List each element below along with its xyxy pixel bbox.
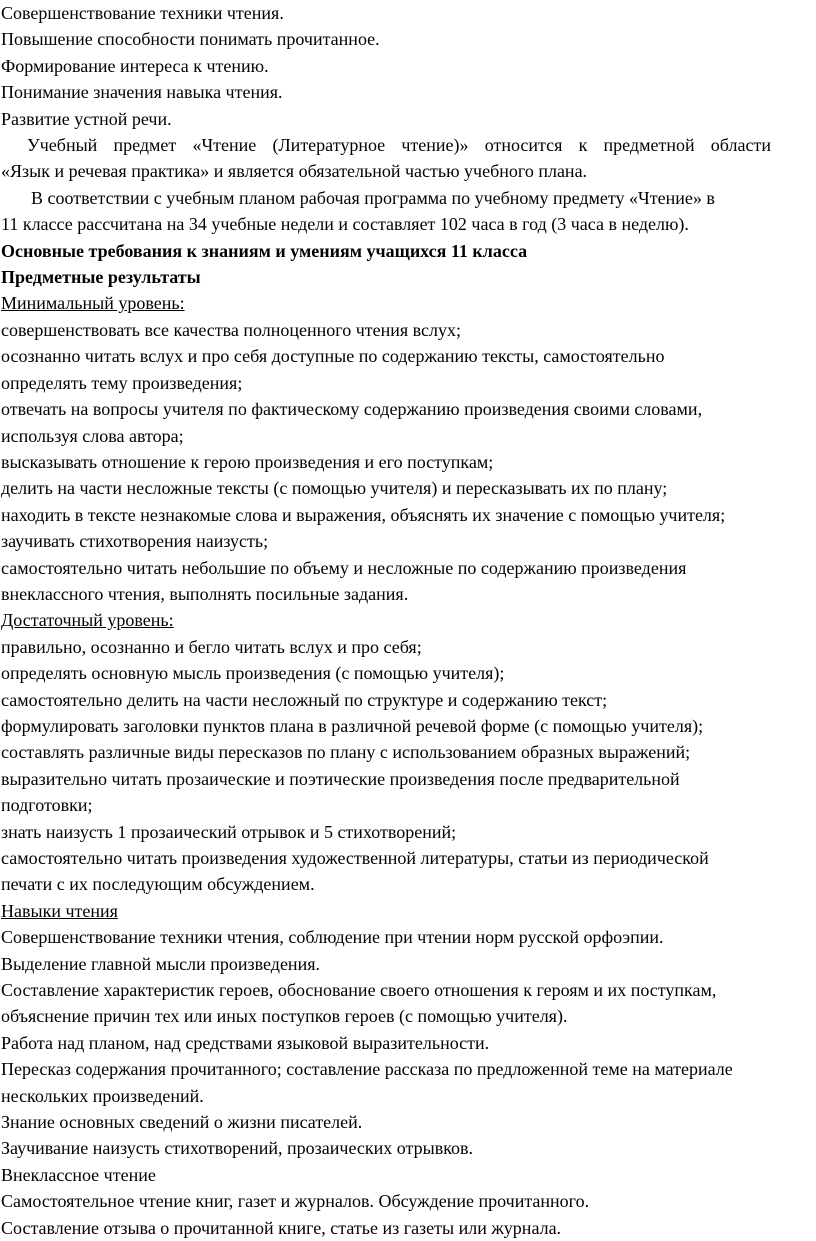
list-item: самостоятельно читать произведения художественной литературы, статьи из периодической xyxy=(1,848,709,868)
list-item: Знание основных сведений о жизни писателей. xyxy=(1,1112,363,1133)
list-item: Заучивание наизусть стихотворений, прозаических отрывков. xyxy=(1,1138,474,1159)
word: чтение)» xyxy=(401,135,469,156)
list-item: отвечать на вопросы учителя по фактическому содержанию произведения своими словами, xyxy=(1,399,703,420)
list-item: определять тему произведения; xyxy=(1,372,243,393)
list-item: самостоятельно читать небольшие по объему и несложные по содержанию произведения xyxy=(1,557,687,578)
word: к xyxy=(578,135,588,156)
list-item: объяснение причин тех или иных поступков героев (с помощью учителя). xyxy=(1,1006,568,1027)
goals-list xyxy=(1,0,816,132)
list-item: Совершенствование техники чтения, соблюдение при чтении норм русской орфоэпии. xyxy=(1,927,664,948)
subject-paragraph-line-1 xyxy=(1,132,771,158)
list-item: заучивать стихотворения наизусть; xyxy=(1,531,269,552)
hours-paragraph xyxy=(1,185,816,238)
minimal-level-title: Минимальный уровень: xyxy=(1,293,185,314)
list-item: Выделение главной мысли произведения. xyxy=(1,953,320,974)
list-item: формулировать заголовки пунктов плана в различной речевой форме (с помощью учителя); xyxy=(1,715,704,736)
list-item: самостоятельно делить на части несложный по структуре и содержанию текст; xyxy=(1,689,608,710)
list-item: внеклассного чтения, выполнять посильные задания. xyxy=(1,583,409,604)
subject-results-heading: Предметные результаты xyxy=(1,267,201,288)
list-item: составлять различные виды пересказов по плану с использованием образных выражений; xyxy=(1,742,691,763)
list-item: Составление отзыва о прочитанной книге, статье из газеты или журнала. xyxy=(1,1217,562,1238)
goal-line: Понимание значения навыка чтения. xyxy=(1,82,283,103)
word: области xyxy=(710,135,771,156)
goal-line: Развитие устной речи. xyxy=(1,108,172,129)
hours-paragraph-line-2: 11 классе рассчитана на 34 учебные недели и составляет 102 часа в год (3 часа в неделю). xyxy=(1,214,689,235)
list-item: определять основную мысль произведения (с помощью учителя); xyxy=(1,663,505,684)
minimal-level-section xyxy=(1,290,816,607)
list-item: делить на части несложные тексты (с помощью учителя) и пересказывать их по плану; xyxy=(1,478,668,499)
list-item: Составление характеристик героев, обоснование своего отношения к героям и их поступкам, xyxy=(1,980,717,1001)
goal-line: Повышение способности понимать прочитанное. xyxy=(1,29,380,50)
extracurricular-title: Внеклассное чтение xyxy=(1,1164,156,1185)
list-item: выразительно читать прозаические и поэтические произведения после предварительной xyxy=(1,768,680,789)
word: Учебный xyxy=(27,135,98,156)
list-item: правильно, осознанно и бегло читать вслух и про себя; xyxy=(1,636,422,657)
list-item: Работа над планом, над средствами языковой выразительности. xyxy=(1,1032,490,1053)
list-item: нескольких произведений. xyxy=(1,1085,204,1106)
hours-paragraph-line-1: В соответствии с учебным планом рабочая программа по учебному предмету «Чтение» в xyxy=(31,187,715,208)
list-item: подготовки; xyxy=(1,795,93,816)
word: «Чтение xyxy=(192,135,257,156)
list-item: осознанно читать вслух и про себя доступные по содержанию тексты, самостоятельно xyxy=(1,346,665,367)
list-item: высказывать отношение к герою произведения и его поступкам; xyxy=(1,451,494,472)
reading-skills-title: Навыки чтения xyxy=(1,900,118,921)
list-item: печати с их последующим обсуждением. xyxy=(1,874,315,895)
list-item: находить в тексте незнакомые слова и выражения, объяснять их значение с помощью учителя; xyxy=(1,504,726,525)
list-item: Пересказ содержания прочитанного; составление рассказа по предложенной теме на материале xyxy=(1,1059,733,1080)
reading-skills-section xyxy=(1,898,816,1162)
list-item: Самостоятельное чтение книг, газет и журналов. Обсуждение прочитанного. xyxy=(1,1191,590,1212)
subject-paragraph-line-2: «Язык и речевая практика» и является обязательной частью учебного плана. xyxy=(1,161,588,182)
word: предмет xyxy=(113,135,177,156)
list-item: совершенствовать все качества полноценного чтения вслух; xyxy=(1,319,462,340)
list-item: используя слова автора; xyxy=(1,425,184,446)
sufficient-level-section xyxy=(1,607,816,897)
subject-paragraph xyxy=(1,132,816,185)
word: относится xyxy=(484,135,563,156)
word: предметной xyxy=(603,135,695,156)
sufficient-level-title: Достаточный уровень: xyxy=(1,610,174,631)
goal-line: Совершенствование техники чтения. xyxy=(1,3,284,23)
requirements-heading: Основные требования к знаниям и умениям учащихся 11 класса xyxy=(1,240,528,261)
extracurricular-section xyxy=(1,1162,816,1241)
word: (Литературное xyxy=(272,135,386,156)
goal-line: Формирование интереса к чтению. xyxy=(1,55,269,76)
list-item: знать наизусть 1 прозаический отрывок и 5 стихотворений; xyxy=(1,821,457,842)
